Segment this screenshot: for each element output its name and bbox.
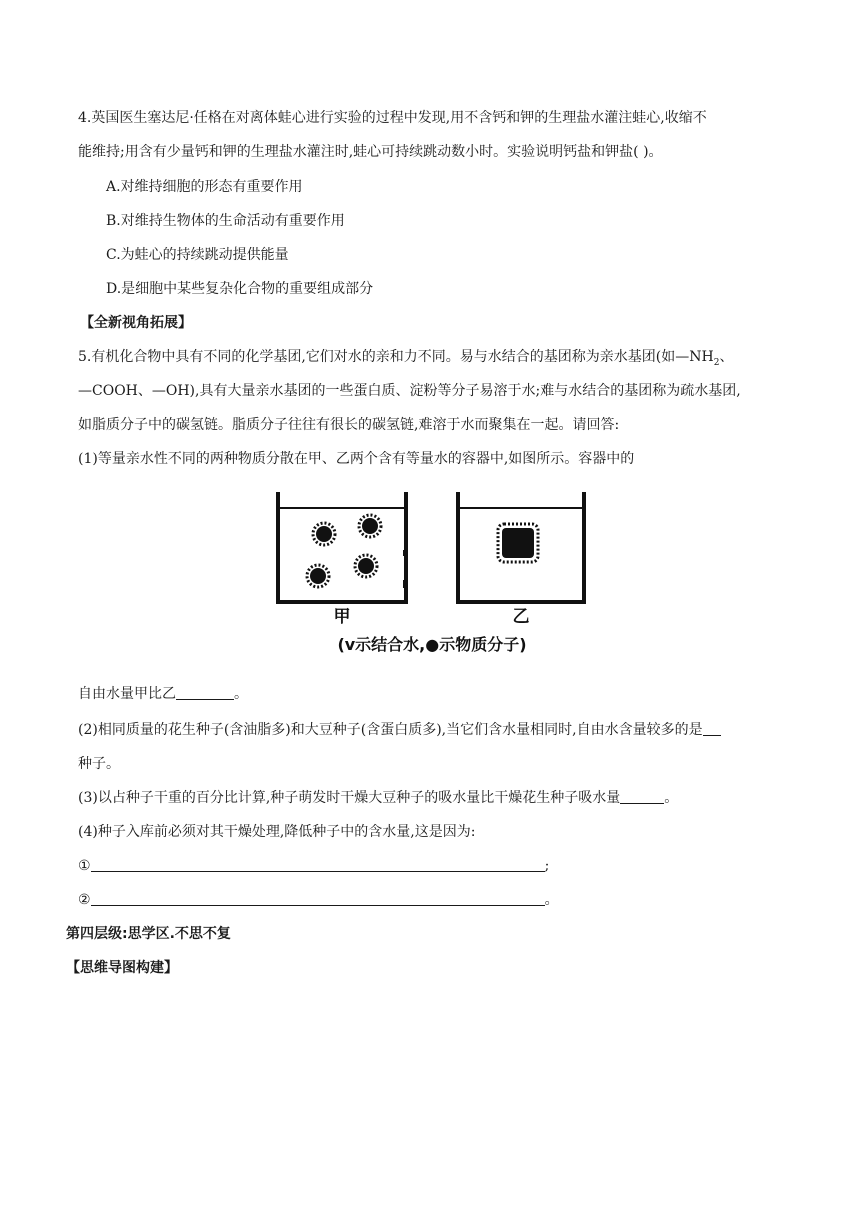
q5-stem-line2: —COOH、—OH),具有大量亲水基团的一些蛋白质、淀粉等分子易溶于水;难与水结合的基团称为疏水基团, <box>78 383 741 399</box>
molecule-cluster-left-4 <box>307 565 329 587</box>
sub1-text: 自由水量甲比乙 <box>78 686 176 702</box>
q5-sub2-line1 <box>78 720 721 740</box>
section-heading-extension: 【全新视角拓展】 <box>80 315 192 331</box>
q4-option-a: A.对维持细胞的形态有重要作用 <box>106 179 303 195</box>
q5-sub2-line2: 种子。 <box>78 756 120 772</box>
q5-sub1-line1: (1)等量亲水性不同的两种物质分散在甲、乙两个含有等量水的容器中,如图所示。容器中的 <box>78 451 635 467</box>
answer-blank-5[interactable] <box>91 891 545 906</box>
blank2-end: 。 <box>544 892 559 908</box>
q4-option-c: C.为蛙心的持续跳动提供能量 <box>106 247 289 263</box>
figure-caption: (v示结合水,●示物质分子) <box>337 635 527 654</box>
circled-two: ② <box>78 892 91 908</box>
q5-sub4-blank2 <box>78 890 559 910</box>
sub3-text: (3)以占种子干重的百分比计算,种子萌发时干燥大豆种子的吸水量比干燥花生种子吸水量 <box>78 790 621 806</box>
q4-stem-line1: 4.英国医生塞达尼·任格在对离体蛙心进行实验的过程中发现,用不含钙和钾的生理盐水灌注蛙心,收缩不 <box>78 110 707 126</box>
q4-option-d: D.是细胞中某些复杂化合物的重要组成部分 <box>106 281 374 297</box>
q5-stem-tail: 、 <box>719 349 734 365</box>
circled-one: ① <box>78 858 91 874</box>
section-heading-mindmap: 【思维导图构建】 <box>66 960 178 976</box>
label-container-jia: 甲 <box>333 607 351 627</box>
container-left <box>276 492 408 602</box>
nh-subscript: 2 <box>713 357 720 368</box>
molecule-cluster-left-2 <box>359 515 381 537</box>
sub1-end: 。 <box>234 686 248 702</box>
answer-blank-3[interactable] <box>620 789 664 804</box>
molecule-cluster-right <box>498 524 538 562</box>
sub3-end: 。 <box>664 790 679 806</box>
q5-stem-text: 5.有机化合物中具有不同的化学基团,它们对水的亲和力不同。易与水结合的基团称为亲水基团(如—NH <box>78 349 714 365</box>
q5-sub3 <box>78 788 678 808</box>
molecule-cluster-left-3 <box>355 555 377 577</box>
q5-sub4-blank1 <box>78 856 549 876</box>
level4-title: 第四层级:思学区.不思不复 <box>66 926 231 942</box>
figure-svg <box>272 490 592 658</box>
containers-figure <box>272 490 592 662</box>
q5-sub4: (4)种子入库前必须对其干燥处理,降低种子中的含水量,这是因为: <box>78 824 476 840</box>
q5-stem-line1 <box>78 347 733 373</box>
q4-option-b: B.对维持生物体的生命活动有重要作用 <box>106 213 345 229</box>
molecule-cluster-left-1 <box>313 523 335 545</box>
q5-stem-line3: 如脂质分子中的碳氢链。脂质分子往往有很长的碳氢链,难溶于水而聚集在一起。请回答: <box>78 417 620 433</box>
answer-blank-2[interactable] <box>703 721 721 736</box>
sub2-text: (2)相同质量的花生种子(含油脂多)和大豆种子(含蛋白质多),当它们含水量相同时,自由水含量较多的是 <box>78 722 703 738</box>
answer-blank-4[interactable] <box>91 857 545 872</box>
blank1-end: ; <box>544 858 550 874</box>
q4-stem-line2: 能维持;用含有少量钙和钾的生理盐水灌注时,蛙心可持续跳动数小时。实验说明钙盐和钾盐( )。 <box>78 144 663 160</box>
label-container-yi: 乙 <box>512 607 530 627</box>
q5-sub1-line2 <box>78 684 248 704</box>
answer-blank-1[interactable] <box>176 685 234 700</box>
